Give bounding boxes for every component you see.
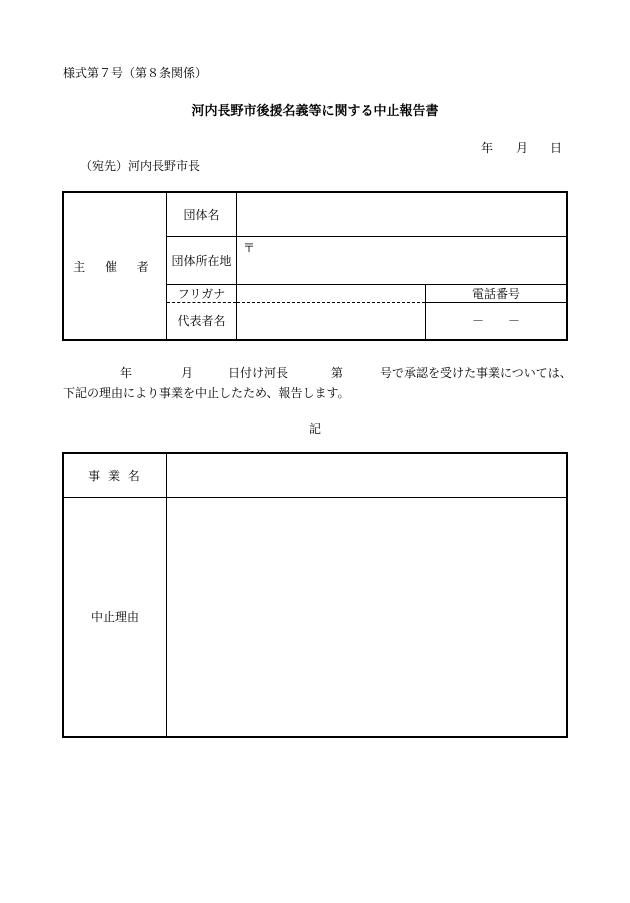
body-dated-kawanaga: 日付け河長 [228,366,289,380]
organizer-table [62,191,568,341]
project-table [62,452,568,738]
ki-heading: 記 [308,422,321,436]
furigana-field[interactable] [237,284,426,302]
org-name-field[interactable] [237,192,568,236]
cancel-reason-field[interactable] [167,497,568,737]
addressee: （宛先）河内長野市長 [80,159,201,173]
form-number: 様式第７号（第８条関係） [63,66,208,80]
representative-field[interactable] [237,302,426,340]
date-month-label: 月 [516,141,529,155]
phone-field[interactable]: － － [426,302,568,340]
org-name-label: 団体名 [167,192,237,236]
project-name-label: 事 業 名 [63,453,167,497]
cancel-reason-label: 中止理由 [63,497,167,737]
organizer-section-label: 主 催 者 [63,192,167,340]
date-day-label: 日 [550,141,563,155]
document-title: 河内長野市後援名義等に関する中止報告書 [191,104,439,119]
project-name-field[interactable] [167,453,568,497]
body-rest-line1: 号で承認を受けた事業については、 [380,366,572,380]
body-line2: 下記の理由により事業を中止したため、報告します。 [63,386,350,400]
furigana-label: フリガナ [167,284,237,302]
org-address-label: 団体所在地 [167,236,237,284]
body-dai: 第 [331,366,344,380]
body-month: 月 [181,366,194,380]
date-year-label: 年 [481,141,494,155]
representative-label: 代表者名 [167,302,237,340]
org-address-field[interactable] [237,236,568,284]
body-year: 年 [120,366,133,380]
phone-label: 電話番号 [426,284,568,302]
postal-mark: 〒 [243,240,256,255]
